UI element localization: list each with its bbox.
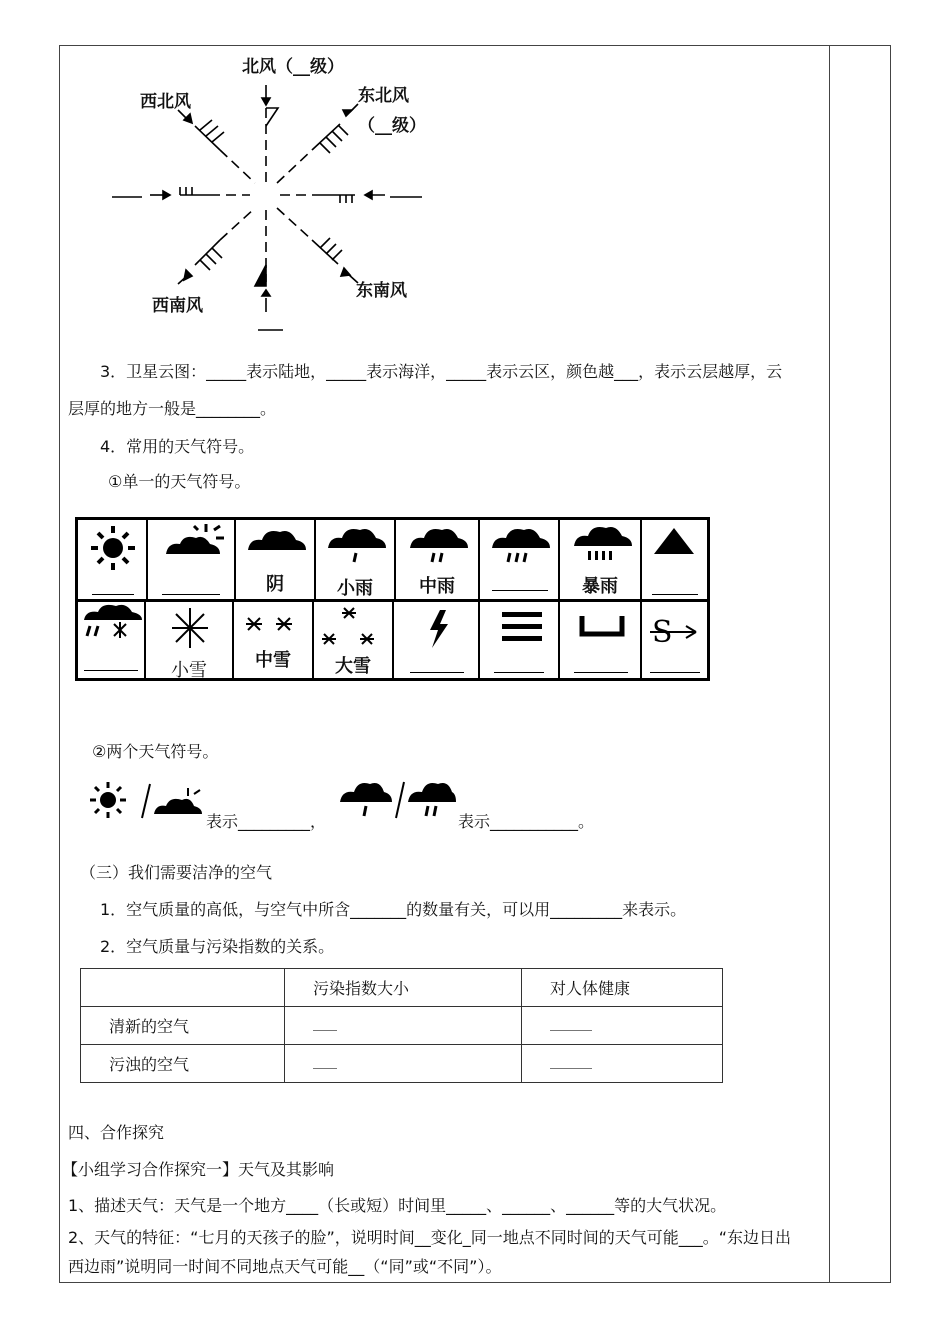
table-header-cell: 对人体健康: [522, 969, 723, 1007]
lightning-icon: [394, 602, 480, 652]
table-cell: 污浊的空气: [81, 1045, 285, 1083]
q3-line2: 层厚的地方一般是________。: [68, 399, 277, 418]
table-row: [81, 1045, 723, 1083]
table-header-row: [81, 969, 723, 1007]
rainstorm-icon: [560, 520, 642, 566]
sun-cloud-icon: [148, 520, 236, 580]
answer-blank[interactable]: [313, 1054, 337, 1069]
northeast-wind-label: 东北风: [358, 86, 409, 106]
snowflakes-icon: [234, 602, 314, 642]
table-answer-cell[interactable]: [522, 1045, 723, 1083]
sleet-icon: [78, 602, 146, 648]
air-quality-q1: 1．空气质量的高低，与空气中所含_______的数量有关，可以用_________来表示。: [100, 900, 687, 919]
symbol-label: 大雪: [335, 656, 371, 677]
double-symbol-answer-1: 表示_________，: [206, 812, 327, 831]
symbol-moderate-snow: [234, 602, 314, 678]
answer-blank[interactable]: [492, 590, 548, 591]
symbol-label: 中雨: [419, 576, 455, 597]
answer-blank[interactable]: [650, 672, 700, 673]
answer-blank[interactable]: [494, 672, 544, 673]
double-symbols-title: ②两个天气符号。: [92, 742, 219, 761]
answer-blank[interactable]: [410, 672, 464, 673]
single-symbols-title: ①单一的天气符号。: [108, 472, 251, 491]
section3-title: （三）我们需要洁净的空气: [80, 863, 273, 882]
double-symbol-answer-2: 表示___________。: [458, 812, 595, 831]
sun-icon: [78, 520, 148, 580]
sunny-to-cloudy-icons: [88, 778, 208, 828]
symbol-label: 小雨: [337, 578, 373, 599]
symbol-rainstorm: [560, 520, 642, 599]
section4-subtitle: 【小组学习合作探究一】天气及其影响: [62, 1160, 335, 1179]
answer-blank[interactable]: [162, 594, 220, 595]
section4-paragraph-2a: 2、天气的特征：“七月的天孩子的脸”，说明时间__变化_同一地点不同时间的天气可能___。“东边日出: [68, 1228, 792, 1247]
southeast-wind-label: 东南风: [356, 281, 407, 301]
air-quality-table: [80, 968, 723, 1083]
symbol-fog: [480, 602, 560, 678]
table-row: [81, 1007, 723, 1045]
table-header-cell: [81, 969, 285, 1007]
answer-blank[interactable]: [313, 1016, 337, 1031]
light-rain-icon: [316, 520, 396, 566]
symbol-light-rain: [316, 520, 396, 599]
symbol-sunny: [78, 520, 148, 599]
symbol-sandstorm: [642, 602, 707, 678]
right-column-divider: [829, 45, 830, 1283]
answer-blank[interactable]: [574, 672, 628, 673]
table-answer-cell[interactable]: [522, 1007, 723, 1045]
section4-paragraph-2b: 西边雨”说明同一时间不同地点天气可能__（“同”或“不同”）。: [68, 1257, 502, 1276]
moderate-rain-icon: [396, 520, 480, 566]
symbol-hail: [642, 520, 707, 599]
answer-blank[interactable]: [550, 1054, 592, 1069]
symbol-sleet: [78, 602, 146, 678]
sandstorm-icon: [642, 602, 707, 652]
q4-title: 4．常用的天气符号。: [100, 437, 255, 456]
section4-paragraph-1: 1、描述天气：天气是一个地方____（长或短）时间里_____、______、______等的大气状况。: [68, 1196, 727, 1215]
table-cell: 清新的空气: [81, 1007, 285, 1045]
section4-title: 四、合作探究: [68, 1123, 165, 1142]
q3-line1: 3．卫星云图：_____表示陆地，_____表示海洋，_____表示云区，颜色越___，表示云层越厚，云: [100, 362, 783, 381]
weather-symbol-table: [75, 517, 710, 681]
symbol-label: 小雪: [171, 660, 207, 681]
symbol-moderate-rain: [396, 520, 480, 599]
air-quality-q2: 2．空气质量与污染指数的关系。: [100, 937, 335, 956]
answer-blank[interactable]: [84, 670, 138, 671]
answer-blank[interactable]: [550, 1016, 592, 1031]
northwest-wind-label: 西北风: [140, 92, 191, 112]
heavy-rain-icon: [480, 520, 560, 566]
symbol-dust: [560, 602, 642, 678]
cloud-icon: [236, 520, 316, 560]
triangle-icon: [642, 520, 707, 566]
symbol-label: 中雪: [255, 650, 291, 671]
svg-text:S: S: [652, 615, 673, 650]
fog-icon: [480, 602, 560, 652]
symbol-overcast: [236, 520, 316, 599]
answer-blank[interactable]: [652, 594, 698, 595]
symbol-heavy-snow: [314, 602, 394, 678]
bracket-icon: [560, 602, 642, 652]
symbol-light-snow: [146, 602, 234, 681]
southwest-wind-label: 西南风: [152, 296, 203, 316]
symbol-partly-cloudy: [148, 520, 236, 599]
symbol-heavy-rain: [480, 520, 560, 599]
symbol-thunderstorm: [394, 602, 480, 678]
table-answer-cell[interactable]: [285, 1007, 522, 1045]
answer-blank[interactable]: [92, 594, 134, 595]
table-answer-cell[interactable]: [285, 1045, 522, 1083]
symbol-label: 暴雨: [582, 576, 618, 597]
symbol-label: 阴: [266, 574, 284, 595]
light-to-moderate-rain-icons: [336, 778, 456, 828]
north-wind-label: 北风（__级）: [242, 57, 344, 77]
table-header-cell: 污染指数大小: [285, 969, 522, 1007]
northeast-wind-level: （__级）: [358, 116, 426, 136]
snowflake-icon: [146, 602, 234, 652]
